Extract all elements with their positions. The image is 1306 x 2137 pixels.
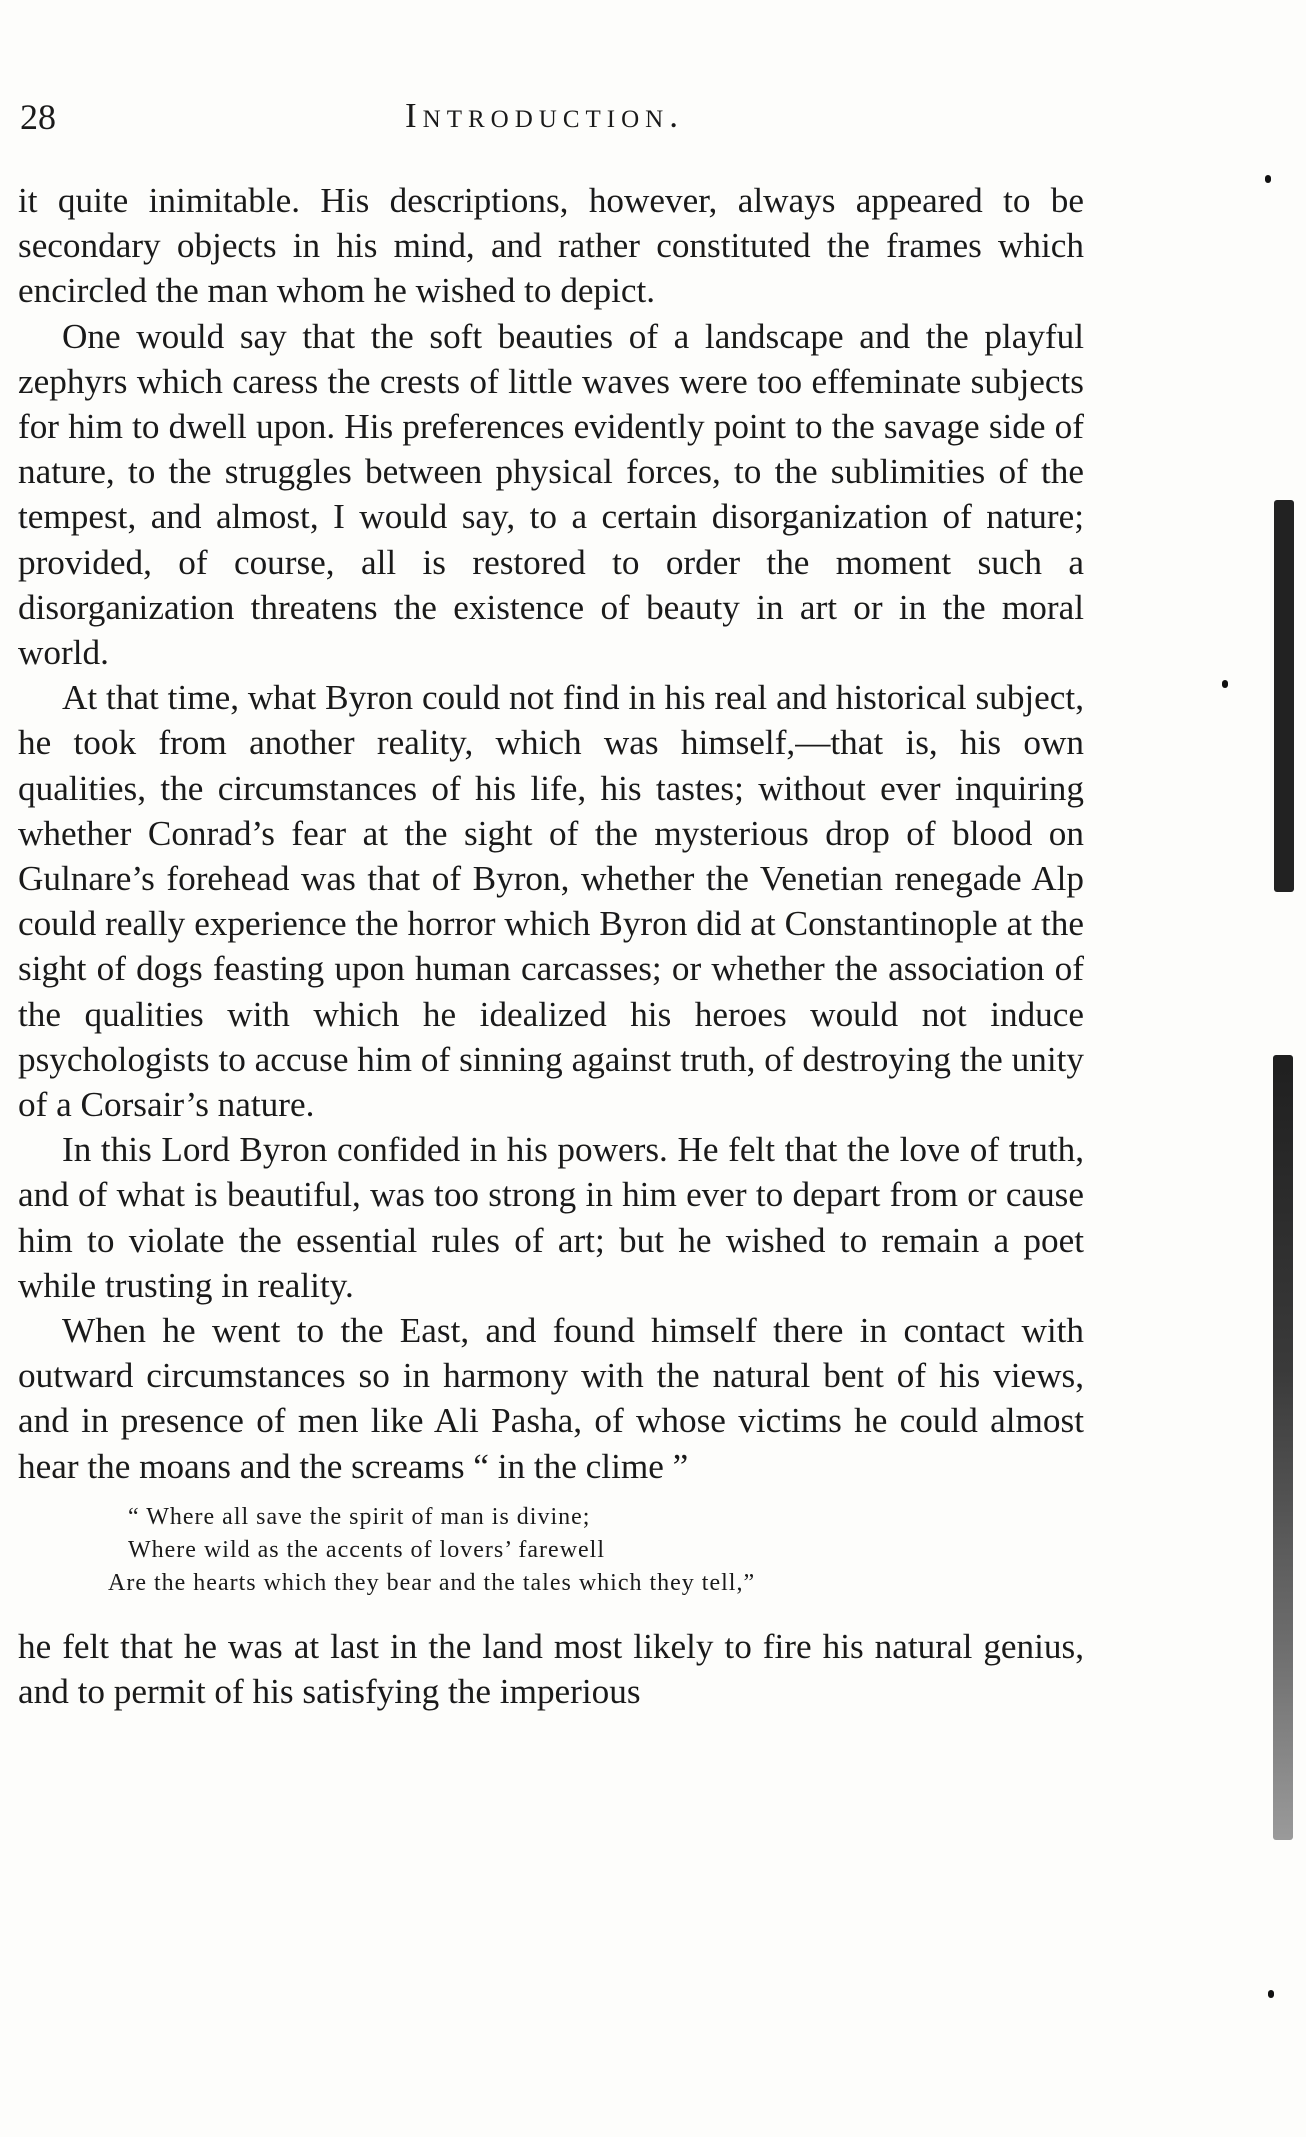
verse-line-3: Are the hearts which they bear and the tales which they tell,”: [108, 1569, 756, 1596]
paragraph-5: When he went to the East, and found himself there in contact with outward circumstances so in harmony with the natural bent of his views, and in presence of men like Ali Pasha, of whose victims he could almost hear the moans and the screams “ in the clime ”: [18, 1311, 1084, 1486]
verse-line-1: “ Where all save the spirit of man is divine;: [128, 1503, 591, 1530]
paragraph-4: In this Lord Byron confided in his powers. He felt that the love of truth, and of what is beautiful, was too strong in him ever to depart from or cause him to violate the essential rules of art; but he wished to remain a poet while trusting in reality.: [18, 1130, 1084, 1305]
paragraph-3: At that time, what Byron could not find in his real and historical subject, he took from another reality, which was himself,—that is, his own qualities, the circumstances of his life, his tastes; without ever inquiring whether Conrad’s fear at the sight of the mysterious drop of blood on Gulnare’s forehead was that of Byron, whether the Venetian renegade Alp could really experience the horror which Byron did at Constantinople at the sight of dogs feasting upon human carcasses; or whether the association of the qualities with which he idealized his heroes would not induce psychologists to accuse him of sinning against truth, of destroying the unity of a Corsair’s nature.: [18, 678, 1084, 1125]
body-text: [18, 178, 1084, 1714]
scan-speck: [1265, 175, 1271, 183]
scan-speck: [1268, 1990, 1274, 1998]
closing-paragraph: he felt that he was at last in the land most likely to fire his natural genius, and to permit of his satisfying the imperious: [18, 1626, 1084, 1712]
scan-edge-shadow-bottom: [1273, 1055, 1293, 1840]
running-head: Introduction.: [405, 96, 684, 135]
scan-edge-shadow-top: [1274, 500, 1294, 892]
verse-quotation: [18, 1501, 1084, 1600]
page-number: 28: [20, 97, 56, 137]
verse-line-2: Where wild as the accents of lovers’ farewell: [128, 1536, 606, 1563]
paragraph-2: One would say that the soft beauties of a landscape and the playful zephyrs which caress the crests of little waves were too effeminate subjects for him to dwell upon. His preferences evidently point to the savage side of nature, to the struggles between physical forces, to the sublimities of the tempest, and almost, I would say, to a certain disorganization of nature; provided, of course, all is restored to order the moment such a disorganization threatens the existence of beauty in art or in the moral world.: [18, 316, 1084, 673]
scan-speck: [1222, 680, 1228, 688]
paragraph-1: it quite inimitable. His descriptions, however, always appeared to be secondary objects in his mind, and rather constituted the frames which encircled the man whom he wished to depict.: [18, 181, 1084, 311]
page-header: [20, 96, 1100, 146]
